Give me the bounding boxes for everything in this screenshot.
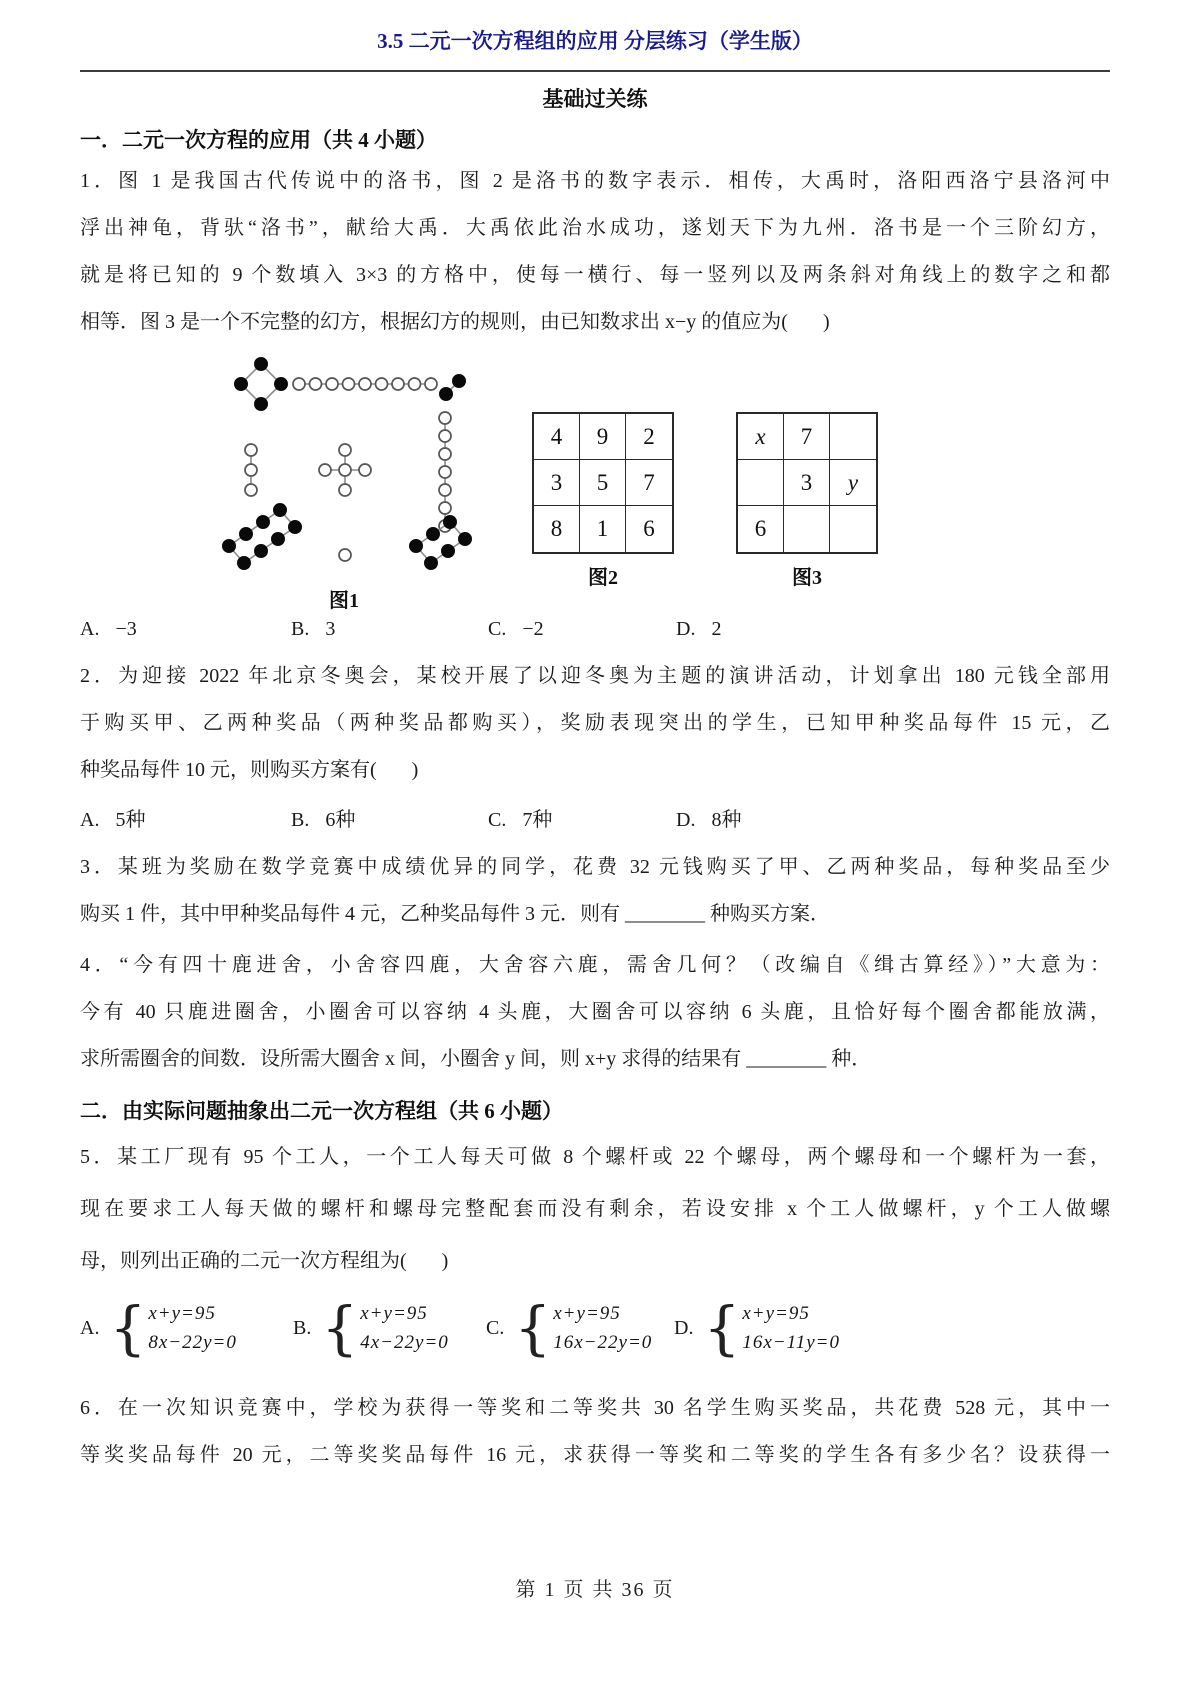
luoshu-3-dots [245, 444, 257, 496]
q5-option-a: A. { x+y=95 8x−22y=0 [80, 1294, 237, 1362]
part1-heading: 一．二元一次方程的应用（共 4 小题） [80, 128, 437, 152]
question-2-text [80, 653, 1110, 794]
figure2-label: 图2 [588, 567, 618, 589]
luoshu-dots-figure [213, 350, 475, 574]
q5-option-b: B. { x+y=95 4x−22y=0 [293, 1294, 449, 1362]
q1-line-2: 浮出神龟，背驮“洛书”，献给大禹．大禹依此治水成功，遂划天下为九州．洛书是一个三阶幻方， [80, 217, 1110, 239]
figure3-label: 图3 [792, 567, 822, 589]
q1-options [80, 609, 1110, 649]
luoshu-2-dots [440, 375, 466, 401]
q5-line-2: 现在要求工人每天做的螺杆和螺母完整配套而没有剩余，若设安排 x 个工人做螺杆，y 个工人做螺 [80, 1198, 1110, 1220]
luoshu-9-dots [293, 378, 437, 390]
q4-line-2: 今有 40 只鹿进圈舍，小圈舍可以容纳 4 头鹿，大圈舍可以容纳 6 头鹿，且恰好每个圈舍都能放满， [80, 1001, 1110, 1023]
q1-line-1: 1．图 1 是我国古代传说中的洛书，图 2 是洛书的数字表示．相传，大禹时，洛阳西洛宁县洛河中 [80, 170, 1110, 192]
q3-line-2: 购买 1 件，其中甲种奖品每件 4 元，乙种奖品每件 3 元．则有 ________ 种购买方案． [80, 903, 830, 925]
luoshu-7-dots [439, 412, 451, 532]
luoshu-1-dot [339, 549, 351, 561]
grid-cell: x [738, 414, 784, 460]
question-5-text [80, 1131, 1110, 1287]
q5-options [80, 1293, 1110, 1375]
q5-line-1: 5．某工厂现有 95 个工人，一个工人每天可做 8 个螺杆或 22 个螺母，两个螺母和一个螺杆为一套， [80, 1146, 1110, 1168]
grid-cell: 3 [534, 460, 580, 506]
brace-glyph: { [109, 1294, 147, 1362]
luoshu-5-dots [319, 444, 371, 496]
q5-line-3: 母，则列出正确的二元一次方程组为( ) [80, 1250, 449, 1272]
grid-cell: 3 [784, 460, 830, 506]
title-divider [80, 70, 1110, 72]
figure-luoshu [208, 350, 480, 613]
question-4-text [80, 942, 1110, 1083]
q3-line-1: 3．某班为奖励在数学竞赛中成绩优异的同学，花费 32 元钱购买了甲、乙两种奖品，每种奖品至少 [80, 856, 1110, 878]
grid-cell: 7 [784, 414, 830, 460]
grid-cell [830, 414, 876, 460]
luoshu-4-dots [235, 358, 288, 411]
brace-glyph: { [703, 1294, 741, 1362]
q2-line-2: 于购买甲、乙两种奖品（两种奖品都购买），奖励表现突出的学生，已知甲种奖品每件 15 元，乙 [80, 712, 1110, 734]
brace-glyph: { [321, 1294, 359, 1362]
grid-cell: 6 [643, 516, 655, 541]
q1-option-d: D. 2 [676, 618, 722, 640]
q2-option-b: B. 6种 [291, 809, 356, 831]
grid-cell: 9 [580, 414, 626, 460]
figure-magic-square-complete [530, 412, 676, 590]
q2-option-a: A. 5种 [80, 809, 146, 831]
page-number: 第 1 页 共 36 页 [515, 1579, 675, 1601]
grid-cell: 5 [580, 460, 626, 506]
q1-option-c: C. −2 [488, 618, 544, 640]
grid-cell: y [830, 460, 876, 506]
q2-line-3: 种奖品每件 10 元，则购买方案有( ) [80, 759, 419, 781]
q2-option-d: D. 8种 [676, 809, 742, 831]
q4-line-3: 求所需圈舍的间数．设所需大圈舍 x 间，小圈舍 y 间，则 x+y 求得的结果有 ________ 种． [80, 1048, 872, 1070]
grid-cell: 1 [580, 506, 626, 552]
q1-line-4: 相等．图 3 是一个不完整的幻方，根据幻方的规则，由已知数求出 x−y 的值应为( ) [80, 311, 830, 333]
grid-cell: 7 [626, 460, 672, 506]
q2-options [80, 800, 1110, 840]
q2-line-1: 2．为迎接 2022 年北京冬奥会，某校开展了以迎冬奥为主题的演讲活动，计划拿出 180 元钱全部用 [80, 665, 1110, 687]
practice-level-heading: 基础过关练 [542, 87, 648, 111]
brace-glyph: { [514, 1294, 552, 1362]
q1-option-b: B. 3 [291, 618, 336, 640]
q5-option-c: C. { x+y=95 16x−22y=0 [486, 1294, 653, 1362]
q2-option-c: C. 7种 [488, 809, 553, 831]
q6-line-1: 6．在一次知识竞赛中，学校为获得一等奖和二等奖共 30 名学生购买奖品，共花费 528 元，其中一 [80, 1397, 1110, 1419]
grid-cell [830, 506, 876, 552]
grid-cell [738, 460, 784, 506]
q1-line-3: 就是将已知的 9 个数填入 3×3 的方格中，使每一横行、每一竖列以及两条斜对角线上的数字之和都 [80, 264, 1110, 286]
grid-cell: 2 [626, 414, 672, 460]
figure-magic-square-incomplete [734, 412, 880, 590]
grid-cell: 4 [534, 414, 580, 460]
grid-cell [784, 506, 830, 552]
grid-cell: 8 [534, 506, 580, 552]
q5-option-d: D. { x+y=95 16x−11y=0 [674, 1294, 840, 1362]
q4-line-1: 4．“今有四十鹿进舍，小舍容四鹿，大舍容六鹿，需舍几何？（改编自《缉古算经》）”大意为： [80, 954, 1110, 976]
magic-square-grid3 [736, 412, 878, 554]
q6-line-2: 等奖奖品每件 20 元，二等奖奖品每件 16 元，求获得一等奖和二等奖的学生各有多少名？设获得一 [80, 1444, 1110, 1466]
q1-figures [80, 350, 1110, 612]
document-title: 3.5 二元一次方程组的应用 分层练习（学生版） [377, 29, 813, 53]
magic-square-grid2 [532, 412, 674, 554]
figure1-label: 图1 [329, 590, 359, 612]
grid-cell: 6 [738, 506, 784, 552]
luoshu-8-dots [223, 504, 302, 570]
question-1-text [80, 158, 1110, 346]
part2-heading: 二．由实际问题抽象出二元一次方程组（共 6 小题） [80, 1099, 563, 1123]
q1-option-a: A. −3 [80, 618, 137, 640]
question-3-text [80, 844, 1110, 938]
question-6-text [80, 1385, 1110, 1479]
